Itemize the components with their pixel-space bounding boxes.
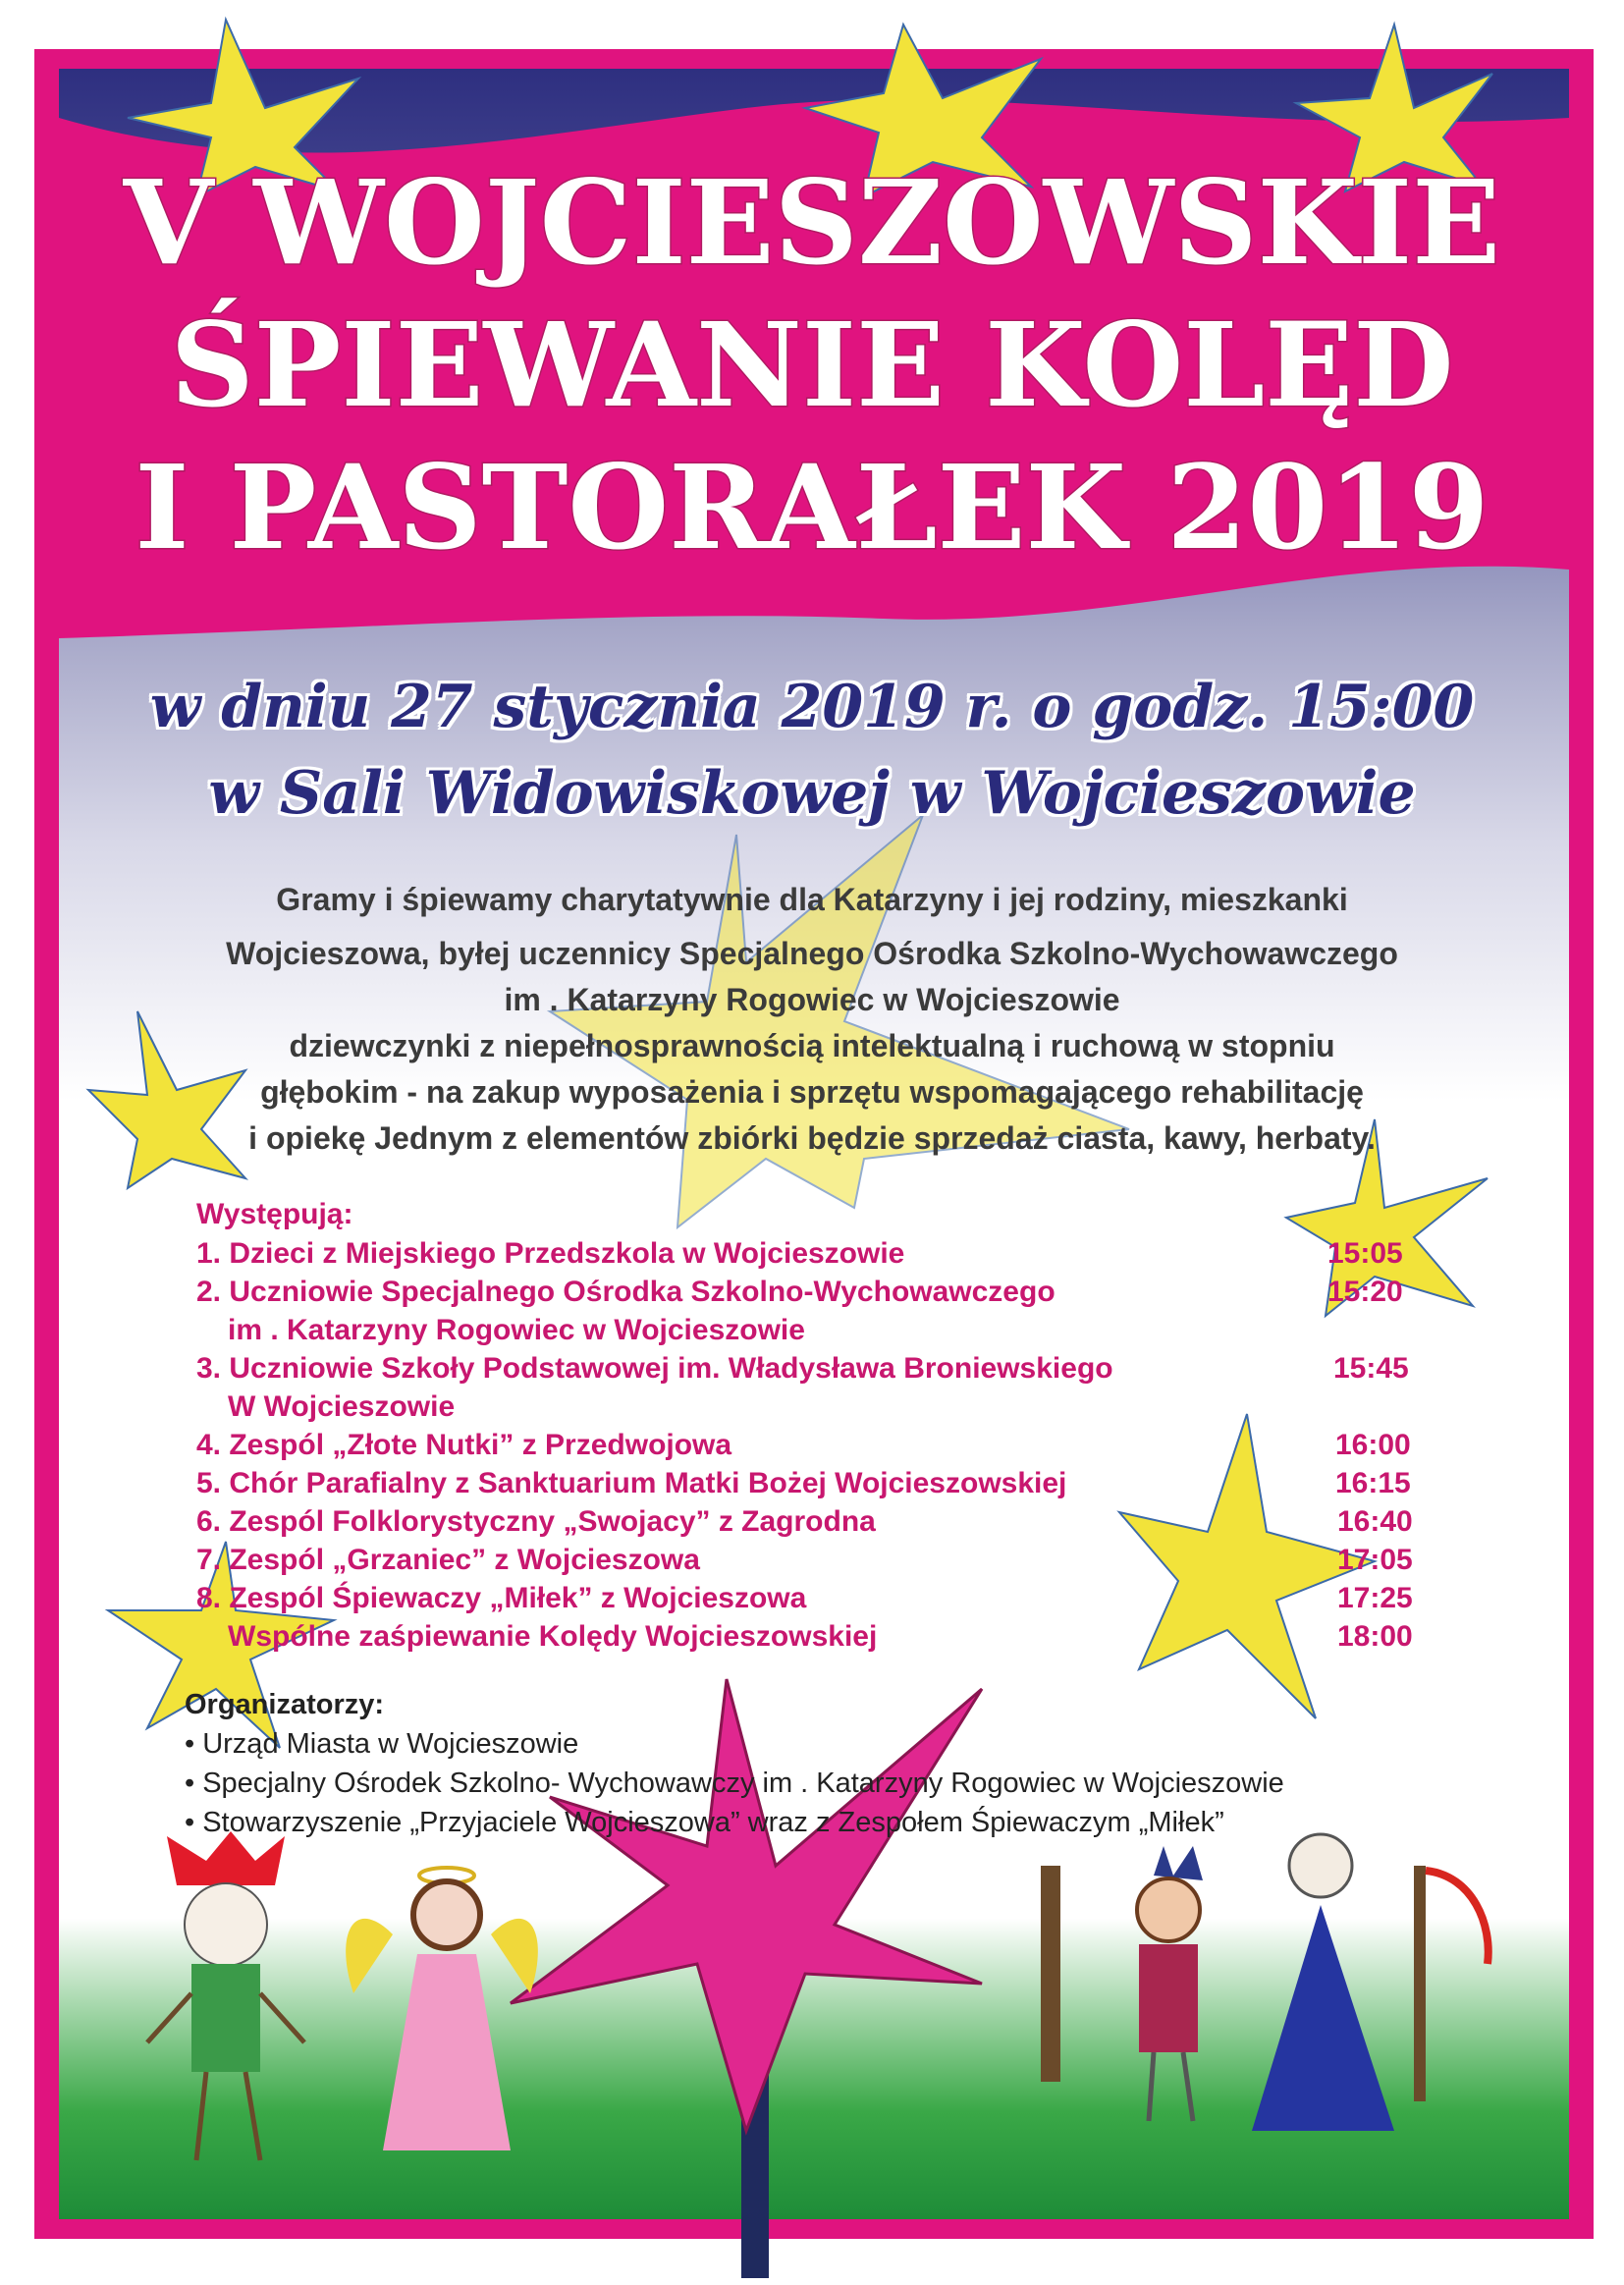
venue-line: w Sali Widowiskowej w Wojcieszowie [208, 759, 1416, 828]
svg-text:ŚPIEWANIE KOLĘD: ŚPIEWANIE KOLĘD [170, 297, 1454, 433]
performer-name: 3. Uczniowie Szkoły Podstawowej im. Władysława Broniewskiego [196, 1352, 1113, 1385]
performer-name: 5. Chór Parafialny z Sanktuarium Matki Bożej Wojcieszowskiej [196, 1467, 1067, 1499]
title-line-2 [0, 290, 1624, 437]
performer-time: 15:20 [1327, 1276, 1403, 1308]
description-line: Wojcieszowa, byłej uczennicy Specjalnego Ośrodka Szkolno-Wychowawczego [226, 936, 1398, 971]
organizer-item: • Specjalny Ośrodek Szkolno- Wychowawczy im . Katarzyny Rogowiec w Wojcieszowie [185, 1768, 1284, 1799]
performer-time: 17:25 [1337, 1582, 1413, 1614]
performer-name: 6. Zespól Folklorystyczny „Swojacy” z Zagrodna [196, 1505, 876, 1538]
date-line: w dniu 27 stycznia 2019 r. o godz. 15:00 [149, 673, 1475, 741]
death-drawing [1252, 1834, 1489, 2131]
performer-time: 15:05 [1327, 1237, 1403, 1270]
performer-time: 18:00 [1337, 1620, 1413, 1653]
description-line: Gramy i śpiewamy charytatywnie dla Katarzyny i jej rodziny, mieszkanki [276, 882, 1348, 917]
title-line-1 [0, 147, 1624, 295]
performer-name: 2. Uczniowie Specjalnego Ośrodka Szkolno-Wychowawczego [196, 1276, 1056, 1308]
performer-name: 1. Dzieci z Miejskiego Przedszkola w Wojcieszowie [196, 1237, 905, 1270]
performer-name: 8. Zespól Śpiewaczy „Miłek” z Wojcieszowa [196, 1582, 807, 1614]
performer-name-cont: im . Katarzyny Rogowiec w Wojcieszowie [228, 1314, 805, 1346]
performer-time: 16:00 [1335, 1429, 1411, 1461]
performer-name: 7. Zespól „Grzaniec” z Wojcieszowa [196, 1544, 700, 1576]
description-line: głębokim - na zakup wyposażenia i sprzętu wspomagającego rehabilitację [260, 1074, 1364, 1110]
performer-name: 4. Zespól „Złote Nutki” z Przedwojowa [196, 1429, 732, 1461]
performer-time: 16:40 [1337, 1505, 1413, 1538]
organizer-item: • Urząd Miasta w Wojcieszowie [185, 1728, 579, 1760]
king-drawing [147, 1831, 304, 2160]
performer-name-cont: W Wojcieszowie [228, 1390, 456, 1423]
description-line: dziewczynki z niepełnosprawnością intelektualną i ruchową w stopniu [289, 1028, 1335, 1063]
organizer-item: • Stowarzyszenie „Przyjaciele Wojcieszowa” wraz z Zespołem Śpiewaczym „Miłek” [185, 1807, 1224, 1838]
svg-text:I PASTORAŁEK 2019: I PASTORAŁEK 2019 [135, 439, 1489, 575]
star-icon [550, 815, 1129, 1227]
performer-time: 16:15 [1335, 1467, 1411, 1499]
svg-text:V WOJCIESZOWSKIE: V WOJCIESZOWSKIE [123, 154, 1501, 291]
devil-drawing [1041, 1846, 1203, 2121]
organizers-heading: Organizatorzy: [185, 1689, 385, 1720]
performer-time: 15:45 [1333, 1352, 1409, 1385]
description-line: i opiekę Jednym z elementów zbiórki będzie sprzedaż ciasta, kawy, herbaty. [248, 1120, 1376, 1156]
description-line: im . Katarzyny Rogowiec w Wojcieszowie [504, 982, 1120, 1017]
performer-time: 17:05 [1337, 1544, 1413, 1576]
title-line-3 [0, 432, 1624, 579]
angel-drawing [346, 1868, 538, 2150]
performer-name: Wspólne zaśpiewanie Kolędy Wojcieszowskiej [228, 1620, 878, 1653]
performers-heading: Występują: [196, 1198, 353, 1230]
